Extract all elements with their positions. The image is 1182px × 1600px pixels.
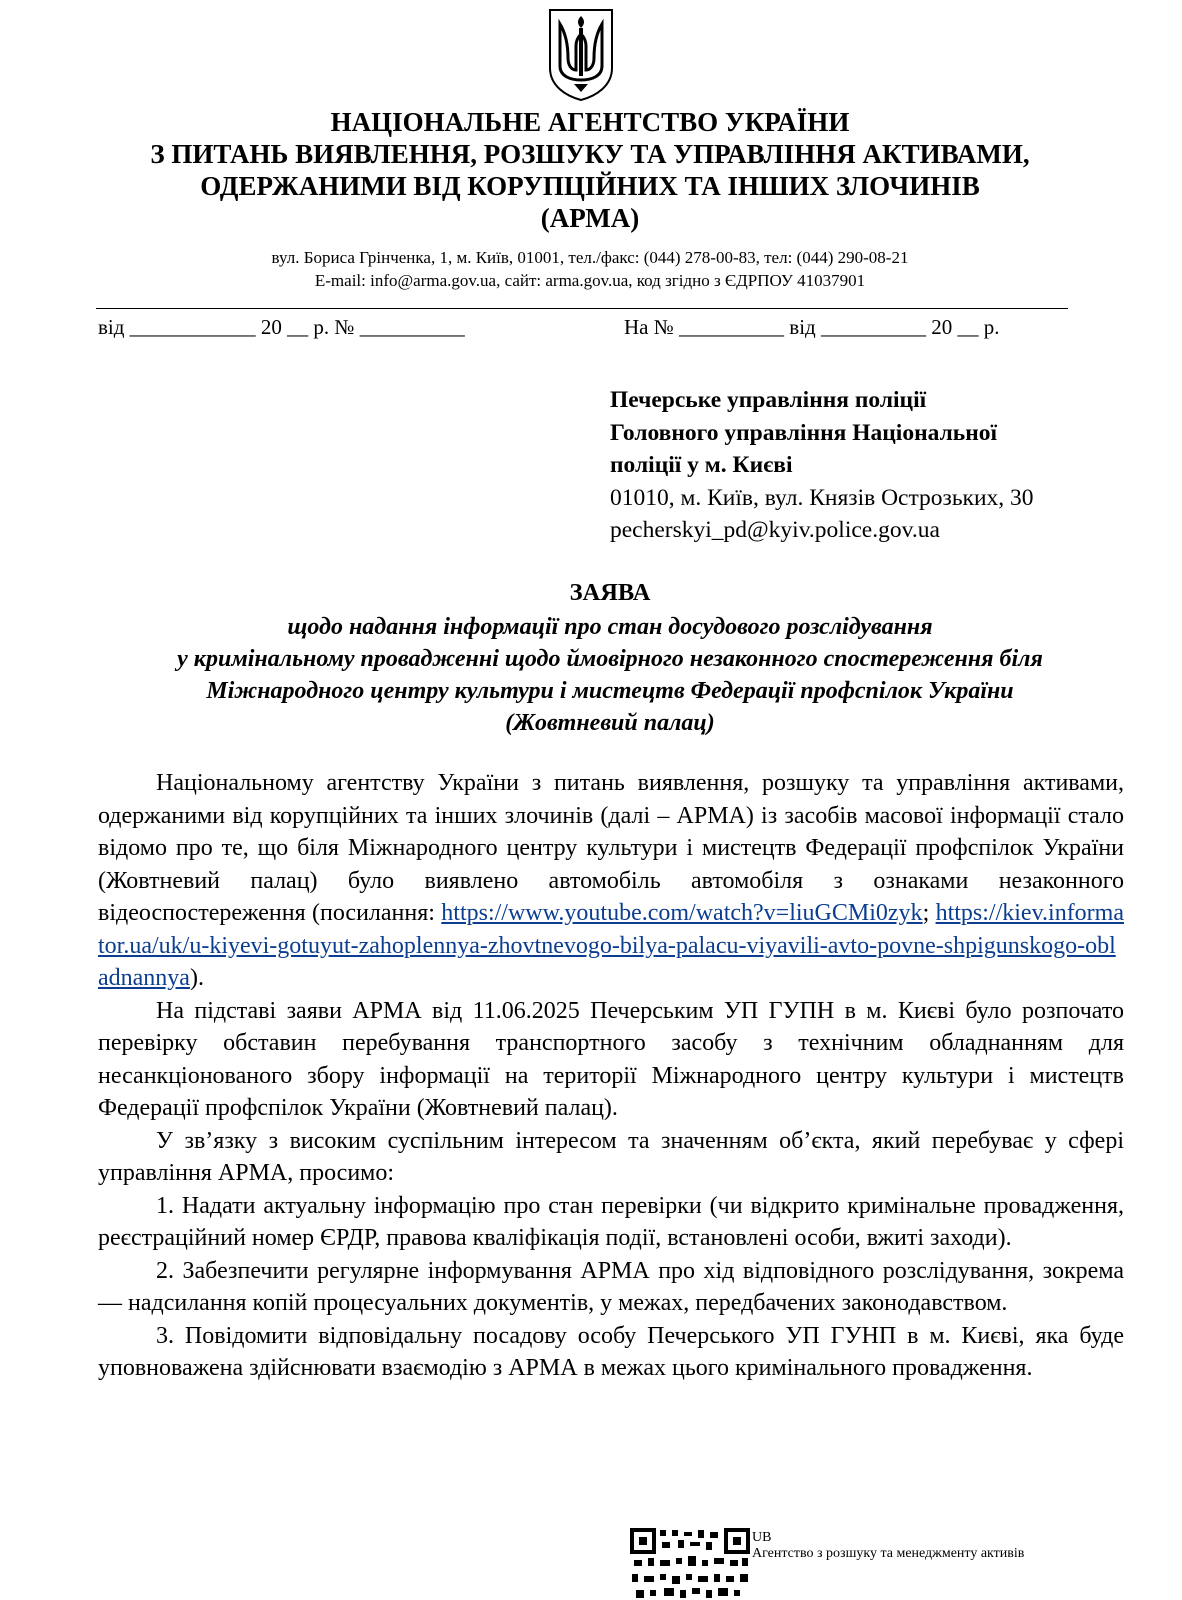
recipient-email: pecherskyi_pd@kyiv.police.gov.ua <box>610 517 940 543</box>
stamp-org: Агентство з розшуку та менеджменту активів <box>752 1546 1025 1561</box>
request-item-2: 2. Забезпечити регулярне інформування АРМА про хід відповідного розслідування, зокрема — надсилання копій процесуальних документів, у межах, передбачених законодавством. <box>98 1257 1124 1316</box>
document-subject <box>60 611 1160 739</box>
agency-address: вул. Бориса Грінченка, 1, м. Київ, 01001, тел./факс: (044) 278-00-83, тел: (044) 290-08-21 <box>271 248 909 267</box>
agency-email: E-mail: info@arma.gov.ua, сайт: arma.gov.ua, код згідно з ЄДРПОУ 41037901 <box>314 271 866 290</box>
document-title: ЗАЯВА <box>569 579 651 606</box>
recipient-name-line-1: Печерське управління поліції <box>610 387 927 413</box>
qr-code-icon <box>630 1528 750 1600</box>
request-item-1: 1. Надати актуальну інформацію про стан перевірки (чи відкрито кримінальне провадження, реєстраційний номер ЄРДР, правова кваліфікація події, встановлені особи, вжиті заходи). <box>98 1192 1124 1251</box>
agency-name <box>90 106 1090 234</box>
paragraph-1-text: Національному агентству України з питань виявлення, розшуку та управління активами, одержаними від корупційних та інших злочинів (далі – АРМА) із засобів масової інформації стало відомо про те, що біля Міжнародного центру культури і мистецтв Федерації профспілок України (Жовтневий палац) було виявлено автомобіль автомобіля з ознаками незаконного відеоспостереження (посилання: <box>98 770 1124 926</box>
incoming-reference: На № __________ від __________ 20 __ р. <box>624 315 1000 339</box>
outgoing-reference: від ____________ 20 __ р. № __________ <box>98 315 465 339</box>
subject-line-4: (Жовтневий палац) <box>505 710 715 736</box>
paragraph-1 <box>98 767 1124 995</box>
paragraph-2: На підставі заяви АРМА від 11.06.2025 Печерським УП ГУПН в м. Києві було розпочато перевірку обставин перебування транспортного засобу з технічним обладнанням для несанкціонованого збору інформації на території Міжнародного центру культури і мистецтв Федерації профспілок України (Жовтневий палац). <box>98 997 1124 1121</box>
paragraph-1-end: ). <box>189 965 204 991</box>
agency-contacts <box>90 246 1090 292</box>
recipient-name-line-3: поліції у м. Києві <box>610 452 793 478</box>
agency-line-2: З ПИТАНЬ ВИЯВЛЕННЯ, РОЗШУКУ ТА УПРАВЛІННЯ АКТИВАМИ, <box>150 139 1030 169</box>
agency-line-4: (АРМА) <box>540 203 640 233</box>
recipient-name-line-2: Головного управління Національної <box>610 419 998 446</box>
link-separator: ; <box>922 900 936 926</box>
subject-line-1: щодо надання інформації про стан досудового розслідування <box>287 614 933 640</box>
paragraph-3: У зв’язку з високим суспільним інтересом та значенням об’єкта, який перебуває у сфері управління АРМА, просимо: <box>98 1127 1124 1186</box>
informator-link[interactable]: https://kiev.informator.ua/uk/u-kiyevi-gotuyut-zahoplennya-zhovtnevogo-bilya-palacu-viyavili-avto-povne-shpigunskogo-obladnannya <box>98 900 1124 991</box>
coat-of-arms-icon <box>546 6 616 102</box>
subject-line-3: Міжнародного центру культури і мистецтв Федерації профспілок України <box>206 678 1014 704</box>
header-divider <box>96 308 1068 309</box>
stamp-text <box>752 1530 1024 1562</box>
recipient-block <box>610 384 1034 547</box>
request-item-3: 3. Повідомити відповідальну посадову особу Печерського УП ГУНП в м. Києві, яка буде уповноважена здійснювати взаємодію з АРМА в межах цього кримінального провадження. <box>98 1322 1124 1381</box>
youtube-link[interactable]: https://www.youtube.com/watch?v=liuGCMi0zyk <box>441 900 923 926</box>
subject-line-2: у кримінальному провадженні щодо ймовірного незаконного спостереження біля <box>177 646 1043 672</box>
agency-line-3: ОДЕРЖАНИМИ ВІД КОРУПЦІЙНИХ ТА ІНШИХ ЗЛОЧИНІВ <box>200 171 980 201</box>
document-body <box>98 767 1124 1385</box>
stamp-label: UB <box>752 1530 772 1545</box>
agency-line-1: НАЦІОНАЛЬНЕ АГЕНТСТВО УКРАЇНИ <box>330 107 850 137</box>
recipient-address: 01010, м. Київ, вул. Князів Острозьких, 30 <box>610 484 1034 511</box>
